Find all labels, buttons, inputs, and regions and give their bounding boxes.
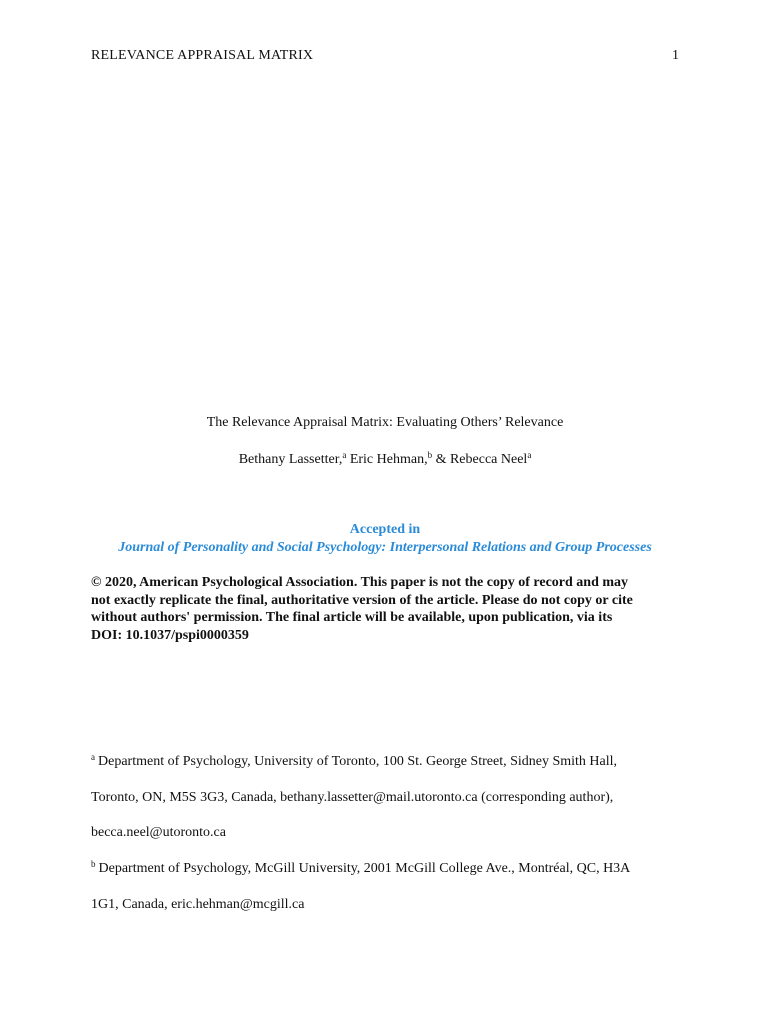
copyright-line: © 2020, American Psychological Association. This paper is not the copy of record and may — [91, 575, 629, 590]
running-head: RELEVANCE APPRAISAL MATRIX — [91, 48, 314, 63]
author-name: Eric Hehman, — [349, 452, 428, 467]
author-affiliation-marker: b — [427, 450, 433, 460]
copyright-line: without authors' permission. The final article will be available, upon publication, via its — [91, 610, 613, 625]
author-affiliation-marker: a — [527, 450, 532, 460]
accepted-label: Accepted in — [349, 522, 421, 537]
affiliation-b-continued: 1G1, Canada, eric.hehman@mcgill.ca — [91, 897, 305, 912]
author-affiliation-marker: a — [342, 450, 347, 460]
paper-title: The Relevance Appraisal Matrix: Evaluating Others’ Relevance — [206, 415, 564, 430]
affiliation-a-email: becca.neel@utoronto.ca — [91, 825, 226, 840]
affiliation-a — [91, 754, 617, 770]
author-list — [0, 452, 770, 468]
affiliation-b — [91, 861, 630, 877]
copyright-notice — [91, 574, 681, 644]
copyright-line: not exactly replicate the final, authoritative version of the article. Please do not copy or cite — [91, 592, 633, 608]
affiliation-marker: b — [91, 859, 96, 869]
affiliation-a-continued: Toronto, ON, M5S 3G3, Canada, bethany.lassetter@mail.utoronto.ca (corresponding author), — [91, 790, 614, 805]
affiliation-text: Department of Psychology, University of Toronto, 100 St. George Street, Sidney Smith Hall, — [98, 754, 618, 769]
affiliation-marker: a — [91, 752, 95, 762]
affiliation-text: Department of Psychology, McGill University, 2001 McGill College Ave., Montréal, QC, H3A — [98, 861, 631, 876]
author-name: Bethany Lassetter, — [238, 452, 343, 467]
journal-name: Journal of Personality and Social Psychology: Interpersonal Relations and Group Processes — [118, 540, 652, 555]
page-number: 1 — [672, 48, 679, 63]
author-name: & Rebecca Neel — [435, 452, 528, 467]
copyright-line: DOI: 10.1037/pspi0000359 — [91, 627, 249, 643]
